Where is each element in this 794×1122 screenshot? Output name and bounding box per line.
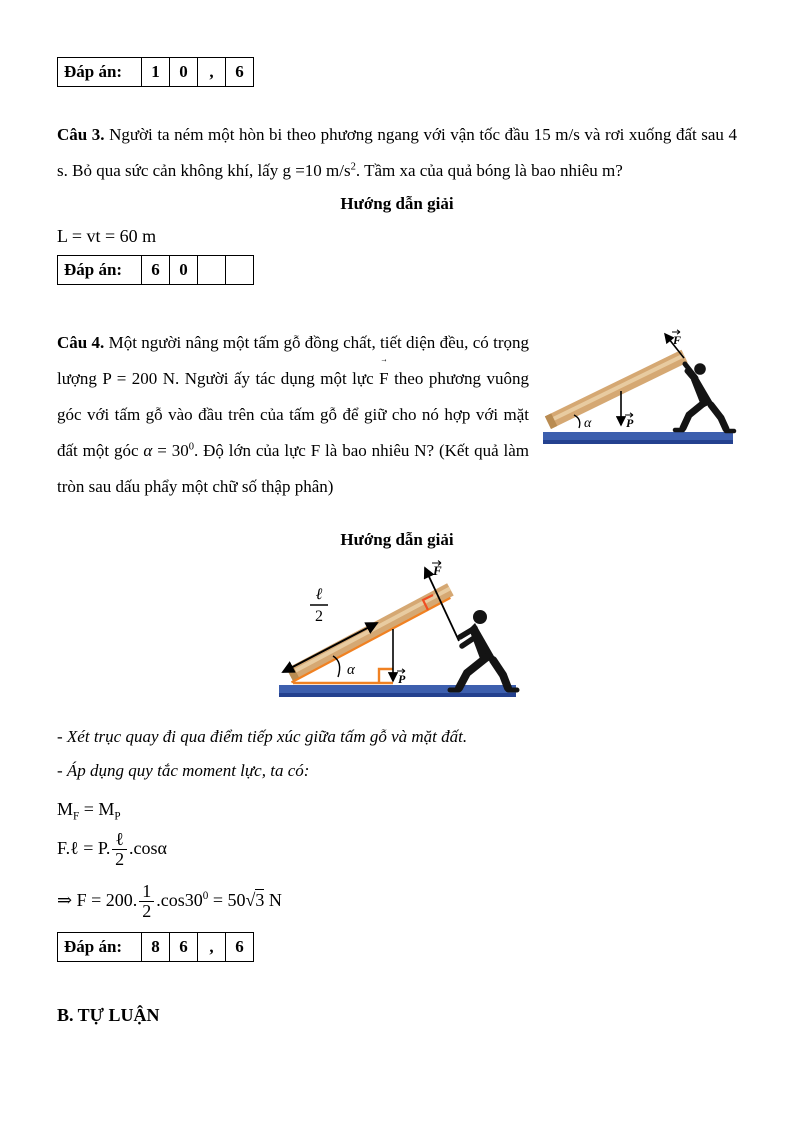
plank-highlight [288, 587, 451, 676]
person-silhouette [450, 610, 517, 690]
answer-cell [198, 256, 226, 285]
equation-moment-balance: $M_F = M_P$ [57, 799, 121, 823]
question-3-text: Người ta ném một hòn bi theo phương ngang với vận tốc đầu 15 m/s và rơi xuống đất sau 4 s. Bỏ qua sức cản không khí, lấy g =10 $m/s^2$. Tầm xa của quả bóng là bao nhiêu m? [57, 125, 737, 180]
answer-cell: , [198, 58, 226, 87]
equation-result: ⇒ F = 200. $\frac{1}{2}$ $.\cos 30^0 = 50√3$ N [57, 881, 282, 922]
answer-cell: 0 [170, 58, 198, 87]
question-3-label: Câu 3. [57, 125, 105, 144]
equation-torque: F.ℓ = P. $\frac{\text{ℓ}}{2}$ .cosα [57, 829, 167, 870]
question-3-paragraph [57, 117, 737, 189]
angle-label: α [346, 662, 355, 678]
solution-notes [57, 720, 737, 788]
section-b-heading: B. TỰ LUẬN [57, 1005, 160, 1025]
answer-cell: 8 [142, 933, 170, 962]
question-4-label: Câu 4. [57, 333, 105, 352]
solution-heading-q4: Hướng dẫn giải [340, 530, 454, 549]
force-vector-label: F [432, 563, 442, 578]
ground-bar-shade [279, 693, 516, 697]
answer-cell: , [198, 933, 226, 962]
q3-formula: L = vt = 60 m [57, 226, 157, 246]
question-4-block [57, 325, 737, 505]
answer-cell: 6 [170, 933, 198, 962]
half-length-arrow [283, 623, 377, 672]
question-4-text: Một người nâng một tấm gỗ đồng chất, tiết diện đều, có trọng lượng P = 200 N. Người ấy tác dụng một lực F → theo phương vuông góc với tấm gỗ vào đầu trên của tấm gỗ để giữ cho nó hợp với mặt đất một góc $\alpha = 30^0$. Độ lớn của lực F là bao nhiêu N? (Kết quả làm tròn sau dấu phẩy một chữ số thập phân) [57, 333, 529, 496]
solution-heading-q3: Hướng dẫn giải [340, 194, 454, 213]
figure-q4-illustration [537, 327, 737, 451]
figure-q4-solution [57, 559, 737, 706]
right-angle-marker-ground [379, 669, 393, 683]
answer-cell: 1 [142, 58, 170, 87]
answer-cell: 0 [170, 256, 198, 285]
person-silhouette [675, 363, 734, 431]
angle-label: α [584, 416, 592, 431]
answer-label: Đáp án: [58, 933, 142, 962]
answer-cell: 6 [142, 256, 170, 285]
answer-label: Đáp án: [58, 58, 142, 87]
half-length-denominator: 2 [314, 608, 323, 625]
wood-plank [545, 350, 688, 429]
answer-table-1 [57, 57, 737, 87]
answer-cell: 6 [226, 58, 254, 87]
answer-table-3 [57, 932, 737, 962]
answer-cell: 6 [226, 933, 254, 962]
weight-vector-label: P [397, 672, 405, 686]
note-line: - Xét trục quay đi qua điểm tiếp xúc giữa tấm gỗ và mặt đất. [57, 727, 468, 746]
half-length-numerator: ℓ [315, 586, 322, 603]
answer-cell [226, 256, 254, 285]
plank-figure-2 [275, 559, 520, 701]
plank-figure-1 [537, 327, 737, 451]
note-line: - Áp dụng quy tắc moment lực, ta có: [57, 761, 310, 780]
force-vector-label: F [673, 333, 682, 347]
ground-bar-shade [543, 440, 733, 444]
plank-highlight [547, 353, 685, 423]
weight-vector-label: P [626, 416, 634, 430]
answer-table-2 [57, 255, 737, 285]
answer-label: Đáp án: [58, 256, 142, 285]
